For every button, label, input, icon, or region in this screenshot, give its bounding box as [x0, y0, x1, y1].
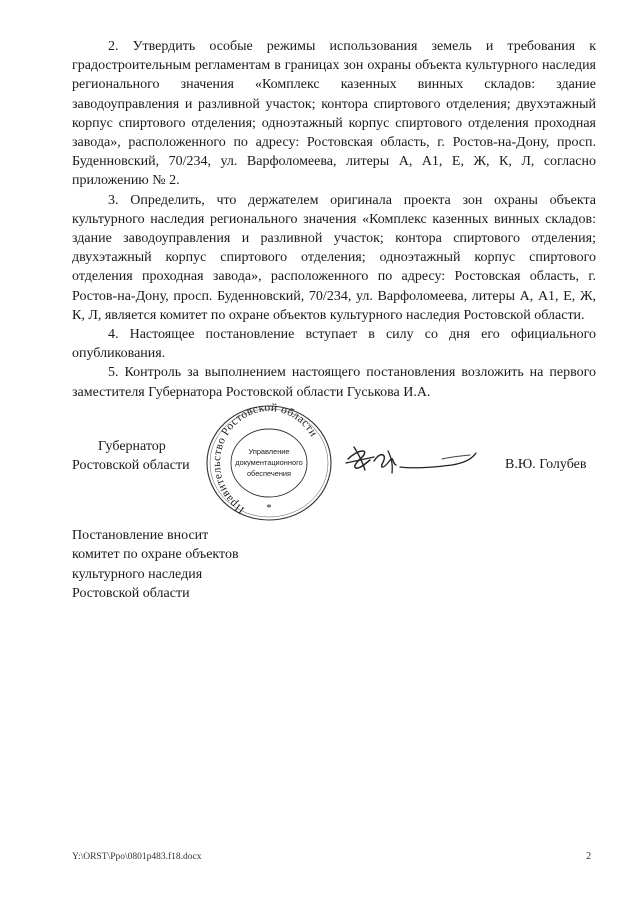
issuer-line: комитет по охране объектов [72, 547, 239, 563]
seal-inner-line1: Управление [248, 447, 290, 456]
seal-star: * [266, 503, 272, 514]
document-body [72, 37, 596, 402]
paragraph-5: 5. Контроль за выполнением настоящего постановления возложить на первого заместителя Губернатора Ростовской области Гуськова И.А. [72, 365, 596, 400]
issuer-line: культурного наследия [72, 566, 203, 582]
signatory-title-line2: Ростовской области [72, 458, 190, 473]
official-seal [204, 402, 334, 522]
paragraph-3: 3. Определить, что держателем оригинала проекта зон охраны объекта культурного наследия регионального значения «Комплекс казенных винных складов: здание заводоуправления и разливной участок; контора спиртового отделения; двухэтажный корпус спиртового отделения; одноэтажный корпус спиртового отделения проходная завода», расположенного по адресу: Ростовская область, г. Ростов-на-Дону, просп. Буденновский, 70/234, ул. Варфоломеева, литеры А, А1, Е, Ж, К, Л, является комитет по охране объектов культурного наследия Ростовской области. [72, 192, 596, 323]
signatory-title-line1: Губернатор [98, 439, 166, 454]
issuer-block [72, 526, 239, 604]
footer-file-path: Y:\ORST\Ppo\0801p483.f18.docx [72, 852, 202, 862]
paragraph-2: 2. Утвердить особые режимы использования земель и требования к градостроительным регламентам в границах зон охраны объекта культурного наследия регионального значения «Комплекс казенных винных складов: здание заводоуправления и разливной участок; контора спиртового отделения; двухэтажный корпус спиртового отделения; одноэтажный корпус спиртового отделения проходная завода», расположенного по адресу: Ростовская область, г. Ростов-на-Дону, просп. Буденновский, 70/234, ул. Варфоломеева, литеры А, А1, Е, Ж, К, Л, согласно приложению № 2. [72, 39, 596, 189]
handwritten-signature [344, 437, 479, 485]
seal-ring-text: Правительство Ростовской области [211, 402, 320, 516]
paragraph-4: 4. Настоящее постановление вступает в силу со дня его официального опубликования. [72, 327, 596, 362]
page-number: 2 [586, 851, 592, 862]
issuer-line: Ростовской области [72, 586, 190, 602]
seal-inner-line2: документационного [235, 458, 303, 467]
signer-name: В.Ю. Голубев [505, 457, 587, 472]
signatory-title [72, 437, 190, 475]
issuer-line: Постановление вносит [72, 528, 209, 543]
seal-inner-line3: обеспечения [246, 469, 292, 478]
